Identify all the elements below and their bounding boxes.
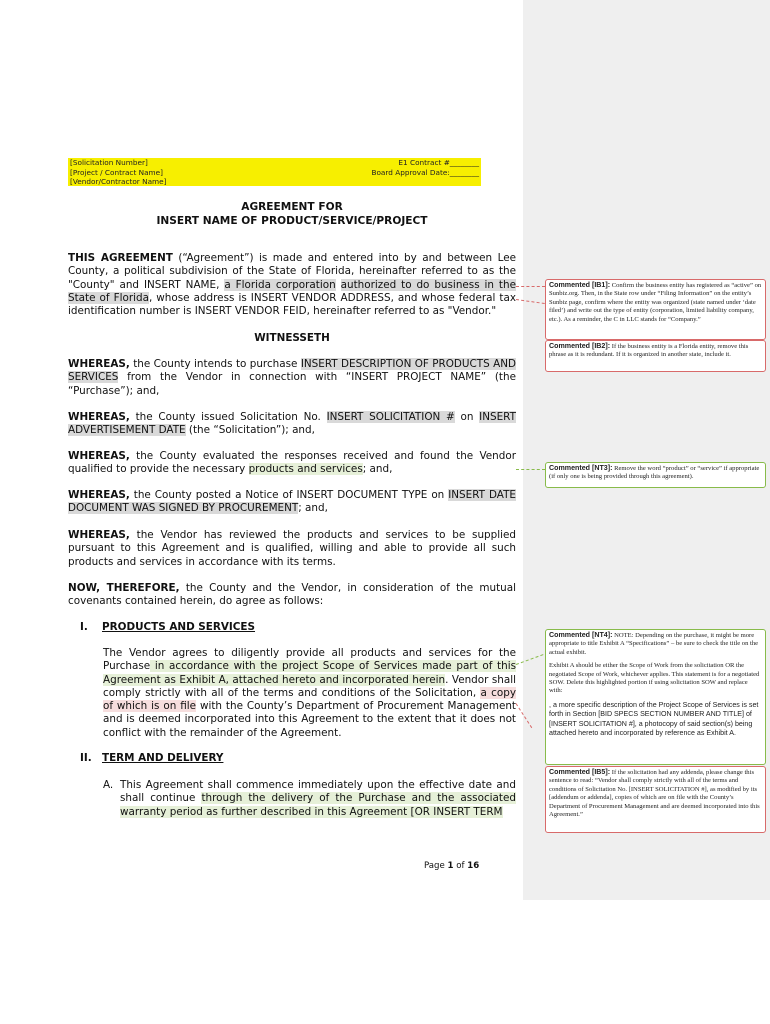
comment-body-2: Exhibit A should be either the Scope of Work from the solicitation OR the negotiated Scope of Work, whichever applies. This statement is for a negotiated SOW. Delete this highlighted portion if using solicitation SOW and replace with: <box>549 662 760 695</box>
e1-contract-number: E1 Contract #________ <box>398 158 479 167</box>
comment-leader-line <box>516 286 545 287</box>
item-label: A. <box>103 779 114 791</box>
header-right <box>371 158 479 177</box>
section-number: II. <box>80 752 92 764</box>
comment-body-3: , a more specific description of the Project Scope of Services is set forth in Section [BID SPECS SECTION NUMBER AND TITLE] of [INSERT SOLICITATION #], a photocopy of said section(s) being attached hereto and incorporated by reference as Exhibit A. <box>549 700 759 738</box>
item-text-1: This Agreement shall commence immediately upon the effective date and shall continue <box>120 779 516 805</box>
whereas-lead: WHEREAS, <box>68 450 130 462</box>
section-1-text-2: . Vendor shall comply strictly with all of the terms and conditions of the Solicitation, <box>103 673 516 699</box>
comment-body: Confirm the business entity has registered as “active” on Sunbiz.org. Then, in the State row under “Filing Information” on the entity’s Sunbiz page, confirm where the entity was organized (state named under ‘date filed’) and write out the type of entity (corporation, limited liability company, etc.). As a reminder, the C in LLC stands for “Company.” <box>549 282 762 323</box>
project-contract-name: [Project / Contract Name] <box>70 167 163 177</box>
page-number <box>424 861 479 871</box>
board-approval-date: Board Approval Date:________ <box>371 167 479 177</box>
whereas-text: the County issued Solicitation No. <box>129 411 327 423</box>
intro-text-3: , whose address is INSERT VENDOR ADDRESS, and whose federal tax identification number is INSERT VENDOR FEID, hereinafter referred to as "Vendor." <box>68 291 517 318</box>
now-therefore-lead: NOW, THEREFORE, <box>68 582 180 594</box>
now-therefore-text: the County and the Vendor, in consideration of the mutual covenants contained herein, do agree as follows: <box>68 582 516 608</box>
page-total: 16 <box>467 861 480 871</box>
comment-nt3[interactable] <box>545 462 766 488</box>
section-title: TERM AND DELIVERY <box>102 752 224 764</box>
whereas-paragraph-5 <box>68 529 516 569</box>
comment-body: Remove the word “product” or “service” if appropriate (if only one is being provided through this agreement). <box>549 465 760 481</box>
whereas-paragraph-3 <box>68 450 516 477</box>
highlight-advertisement-date: INSERT ADVERTISEMENT DATE <box>68 411 516 437</box>
comment-ib1[interactable] <box>545 279 766 340</box>
comment-head: Commented [IB5]: <box>549 768 611 776</box>
now-therefore-paragraph <box>68 582 516 609</box>
document-subtitle: INSERT NAME OF PRODUCT/SERVICE/PROJECT <box>156 215 428 227</box>
page-background <box>0 900 770 1024</box>
highlight-florida-corporation: a Florida corporation <box>224 278 336 291</box>
section-1-paragraph <box>103 647 516 740</box>
comment-nt4[interactable] <box>545 629 766 765</box>
highlight-delivery-term: through the delivery of the Purchase and the associated warranty period as further described in this Agreement [OR INSERT TERM <box>120 792 516 818</box>
whereas-text: the Vendor has reviewed the products and services to be supplied pursuant to this Agreement and is qualified, willing and able to provide all such products and services in accordance with its terms. <box>68 529 516 568</box>
whereas-text: the County evaluated the responses received and found the Vendor qualified to provide the necessary <box>68 450 516 476</box>
comment-head: Commented [NT3]: <box>549 464 613 472</box>
witnesseth-heading: WITNESSETH <box>254 332 330 344</box>
vendor-contractor-name: [Vendor/Contractor Name] <box>70 177 167 187</box>
whereas-text: the County intends to purchase <box>129 358 301 370</box>
whereas-text: (the “Solicitation”); and, <box>185 424 315 437</box>
whereas-paragraph-4 <box>68 489 516 516</box>
highlight-products-and-services: products and services <box>248 463 363 476</box>
section-heading-term-delivery <box>80 752 223 764</box>
comment-head: Commented [IB2]: <box>549 342 611 350</box>
whereas-lead: WHEREAS, <box>68 411 130 423</box>
comment-body: If the solicitation had any addenda, please change this sentence to read: “Vendor shall comply strictly with all of the terms and conditions of Solicitation No. [INSERT SOLICITATION #], as modified by its [addendum or addenda], copies of which are on file with the County’s Department of Procurement Management and are deemed incorporated into this Agreement.” <box>549 769 760 819</box>
section-heading-products-services <box>80 621 255 633</box>
highlight-authorized-business: authorized to do business in the State of Florida <box>68 278 516 304</box>
comment-head: Commented [IB1]: <box>549 281 611 289</box>
comment-body: NOTE: Depending on the purchase, it might be more appropriate to title Exhibit A “Specifications” – be sure to check the title on the actual exhibit. <box>549 632 759 656</box>
comment-ib5[interactable] <box>545 766 766 833</box>
highlight-products-description: INSERT DESCRIPTION OF PRODUCTS AND SERVICES <box>68 358 516 384</box>
whereas-text: on <box>454 411 480 423</box>
solicitation-number: [Solicitation Number] <box>70 158 148 167</box>
header-left <box>70 158 167 187</box>
item-text <box>120 779 516 819</box>
highlight-solicitation-number: INSERT SOLICITATION # <box>326 411 455 423</box>
whereas-text: ; and, <box>298 502 328 515</box>
document-title: AGREEMENT FOR <box>241 201 343 213</box>
section-title: PRODUCTS AND SERVICES <box>102 621 256 633</box>
whereas-text: from the Vendor in connection with “INSERT PROJECT NAME” (the “Purchase”); and, <box>68 371 516 397</box>
whereas-text: the County posted a Notice of INSERT DOCUMENT TYPE on <box>129 489 449 501</box>
highlight-procurement-date: INSERT DATE DOCUMENT WAS SIGNED BY PROCUREMENT <box>68 489 516 515</box>
comment-head: Commented [NT4]: <box>549 631 613 639</box>
page-mid: of <box>453 861 468 871</box>
section-number: I. <box>80 621 88 633</box>
page-current: 1 <box>447 861 454 871</box>
whereas-paragraph-2 <box>68 411 516 438</box>
comment-body: If the business entity is a Florida entity, remove this phrase as it is redundant. If it is organized in another state, include it. <box>549 343 749 359</box>
whereas-text: ; and, <box>362 463 393 476</box>
highlight-scope-of-services: in accordance with the project Scope of Services made part of this Agreement as Exhibit A, attached hereto and incorporated herein <box>103 660 516 686</box>
whereas-lead: WHEREAS, <box>68 489 130 501</box>
section-2-item-a <box>103 779 516 819</box>
section-1-text-3: with the County’s Department of Procurement Management and is deemed incorporated into this Agreement to the extent that it does not conflict with the remainder of the Agreement. <box>103 700 516 739</box>
intro-text-1: (“Agreement”) is made and entered into by and between Lee County, a political subdivision of the State of Florida, hereinafter referred to as the "County" and INSERT NAME, <box>68 252 516 291</box>
section-1-text-1: The Vendor agrees to diligently provide all products and services for the Purchase <box>103 647 516 673</box>
whereas-lead: WHEREAS, <box>68 358 130 370</box>
intro-lead: THIS AGREEMENT <box>68 252 173 264</box>
comment-leader-line <box>516 469 545 470</box>
page-prefix: Page <box>424 861 448 871</box>
intro-paragraph <box>68 252 516 318</box>
header-block <box>68 158 481 186</box>
whereas-lead: WHEREAS, <box>68 529 130 541</box>
comment-ib2[interactable] <box>545 340 766 372</box>
comments-pane <box>523 0 770 900</box>
intro-text-2 <box>336 279 341 291</box>
highlight-copy-on-file: a copy of which is on file <box>103 686 516 713</box>
whereas-paragraph-1 <box>68 358 516 398</box>
